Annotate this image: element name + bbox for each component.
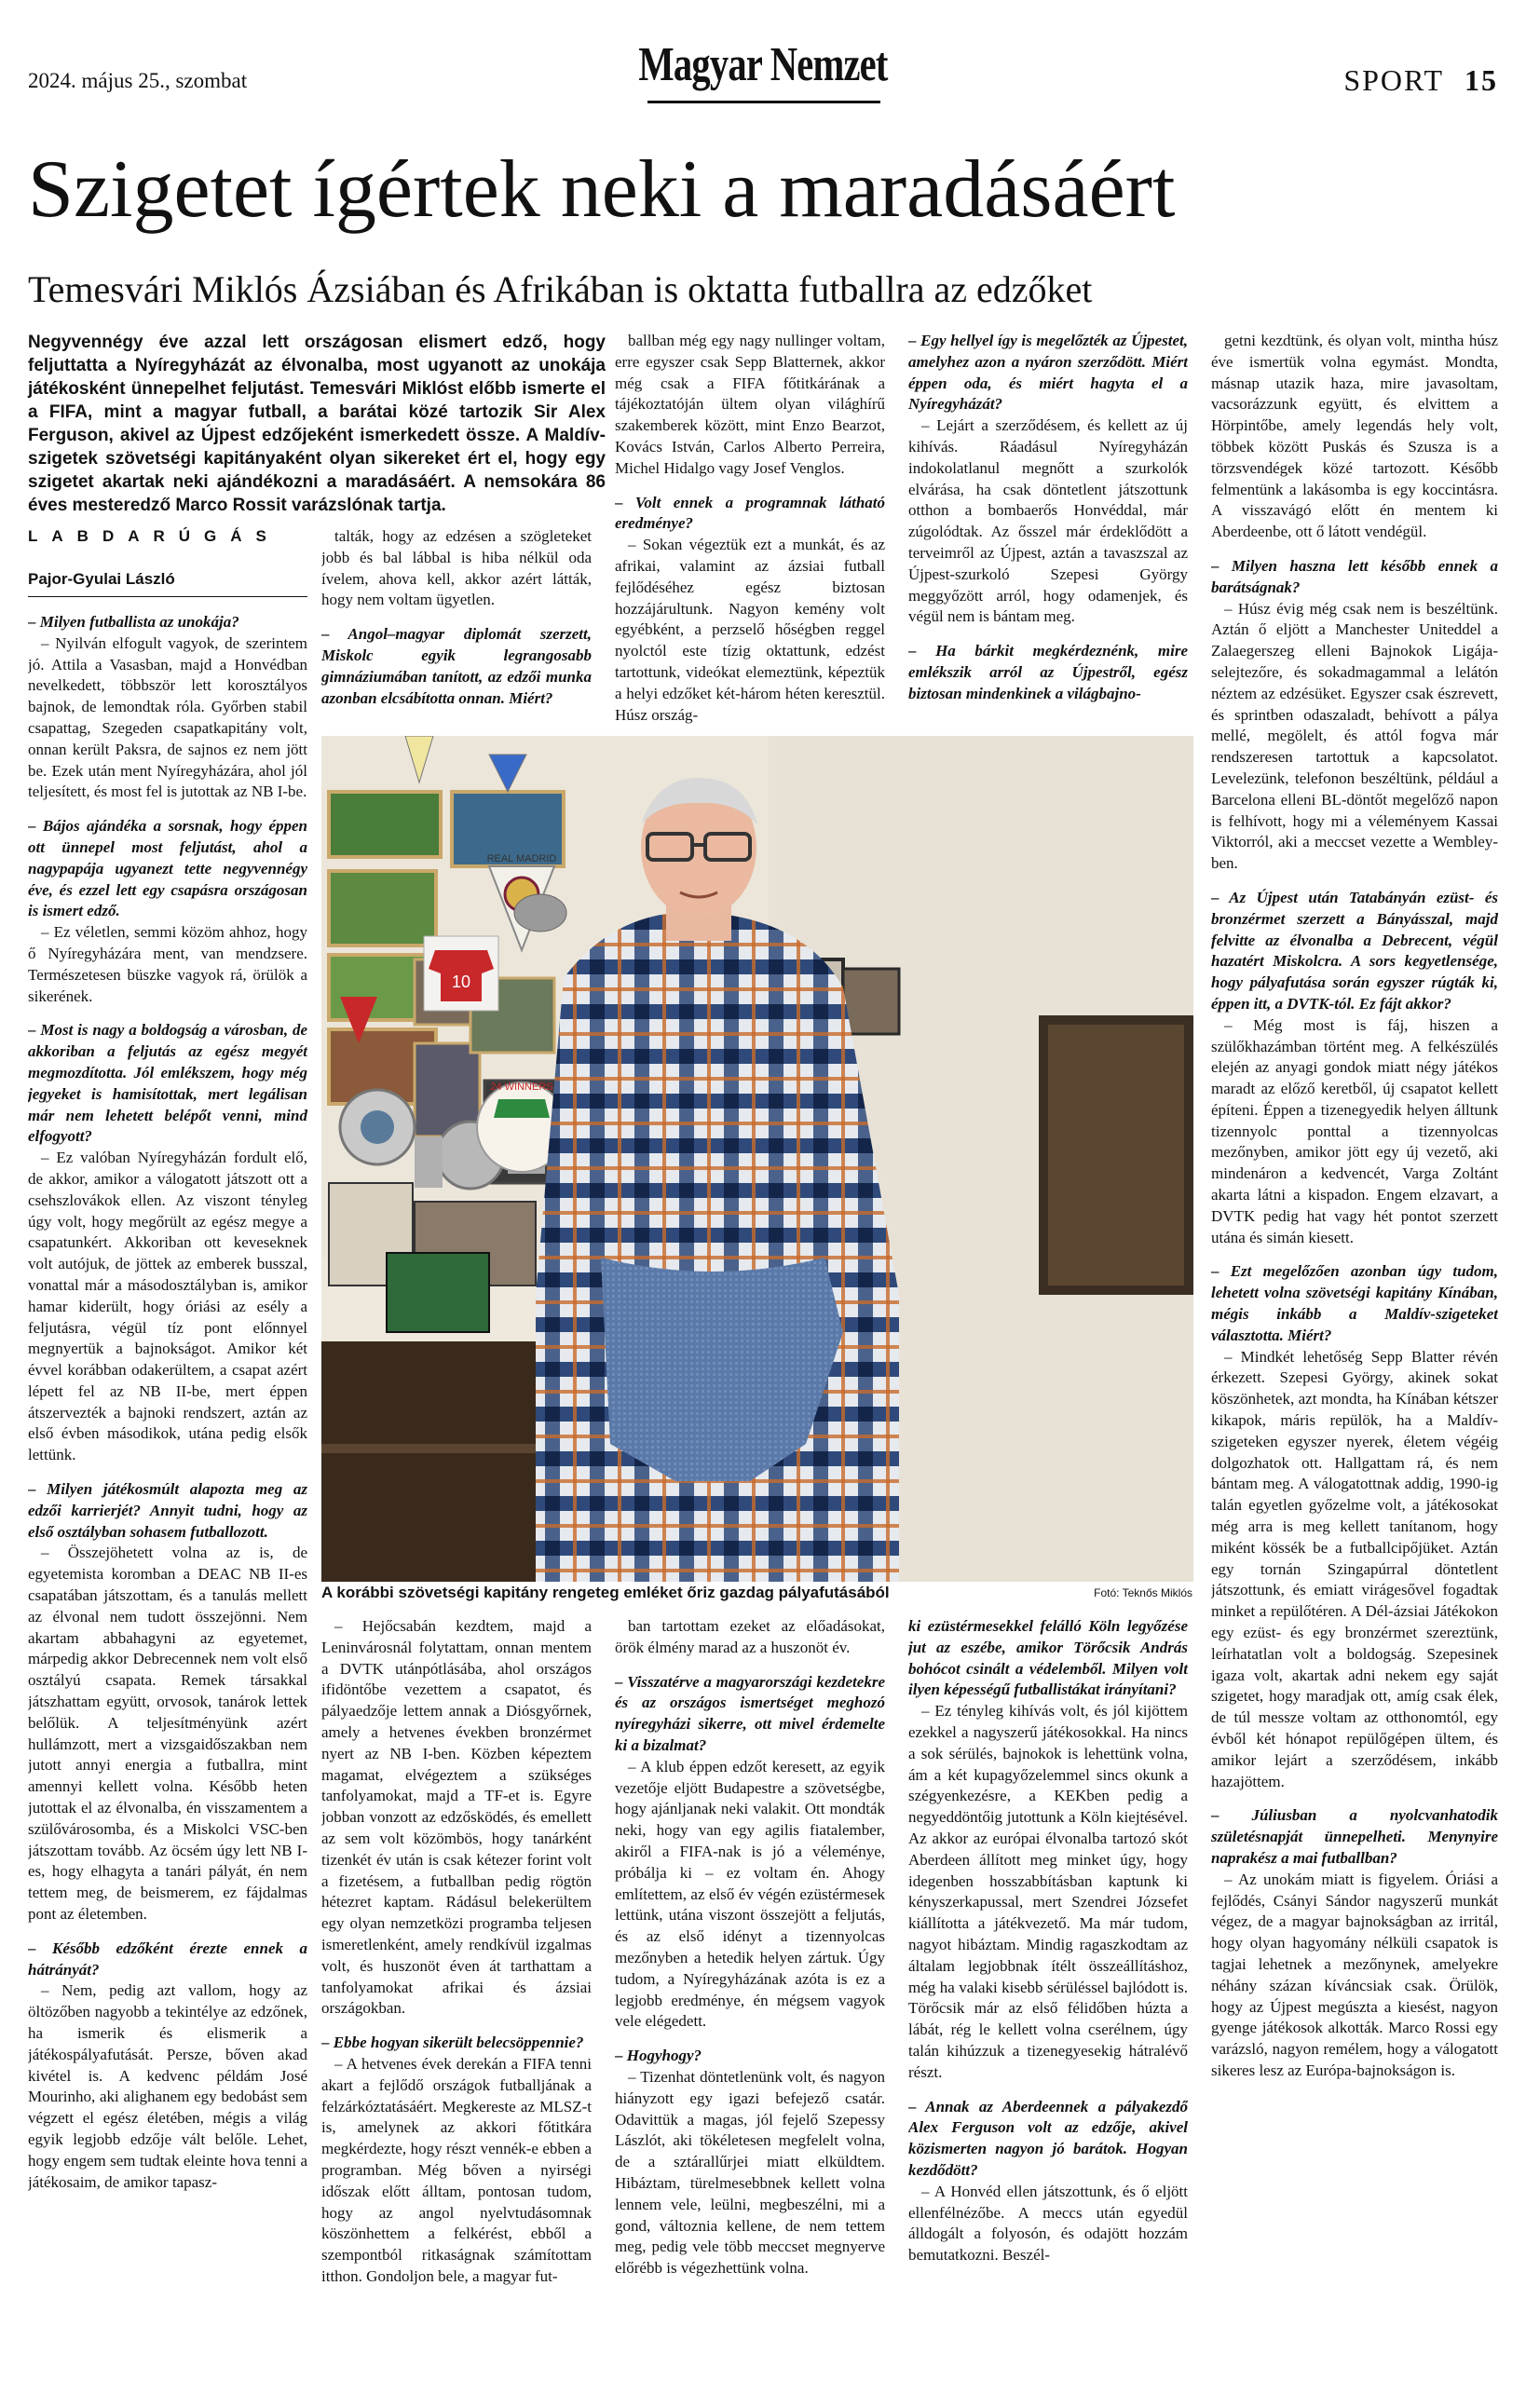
interview-answer: – Nem, pedig azt vallom, hogy az öltözőben nagyobb a tekintélye az edzőnek, ha ismerik és elismerik a játékospályafutását. Persze, bőven akad kivétel is. A kedvenc példám José Mourinho, aki alighanem egy bedobást sem végzett el egész életében, mégis a világ egyik legjobb edzője vált belőle. Lehet, hogy engem sem tudtak eleinte hova tenni a játékosaim, de amikor tapasz- — [28, 1981, 307, 2191]
interview-question: – Bájos ajándéka a sorsnak, hogy éppen ott ünnepel most feljutást, ahol a nagypapája ugyanezt tette negyvennégy éve, és ezzel lett egy csapásra országosan is ismert edző. — [28, 817, 307, 920]
masthead-logo: Magyar Nemzet — [638, 38, 888, 91]
jersey-number: 10 — [451, 973, 471, 991]
interview-question: – Egy hellyel így is megelőzték az Újpestet, amelyhez azon a nyáron szerződött. Miért éppen oda, és miért hagyta el a Nyíregyházát? — [908, 332, 1188, 414]
byline: Pajor-Gyulai László — [28, 570, 175, 588]
article-column-7 — [615, 1616, 885, 2399]
article-column-2 — [321, 526, 592, 726]
masthead-rule — [647, 101, 880, 103]
article-column-6 — [321, 1616, 592, 2399]
interview-answer: – A klub éppen edzőt keresett, az egyik vezetője eljött Budapestre a szövetségbe, hogy ajánljanak neki valakit. Ott mondták neki, hogy van egy agilis fiatalember, akiről a FIFA-nak is jó a véleménye, próbálja ki – ez voltam én. Ahogy említettem, az első év végén ezüstérmesek lettünk, utána viszont összejött a feljutás, és az első idényt a tizennyolcas mezőnyben a hetedik helyen zártuk. Úgy tudom, a Nyíregyházának azóta is ez a legjobb eredménye, én mégsem vagyok vele elégedett. — [615, 1757, 885, 2031]
article-column-5 — [1211, 331, 1498, 2399]
article-column-8 — [908, 1616, 1188, 2399]
byline-rule — [28, 596, 307, 597]
interview-answer: ban tartottam ezeket az előadásokat, örök élmény marad az a huszonöt év. — [615, 1617, 885, 1656]
interview-answer: – Hejőcsabán kezdtem, majd a Leninvárosnál folytattam, onnan mentem a DVTK utánpótlásába, ahol országos ifidöntőbe vezettem a csapatot, és pályaedzője lettem annak a Diósgyőrnek, amely a hetvenes években bronzérmet nyert az NB I-ben. Közben képeztem magamat, elvégeztem a szükséges tanfolyamokat, majd a TF-et is. Egyre jobban vonzott az edzősködés, és emellett az sem volt közömbös, hogy tanárként tizenkét év után is csak kétezer forint volt a fizetésem, a futballban pedig rögtön hétezret kaptam. Rádásul belekerültem egy olyan nemzetközi programba teljesen ismeretlenként, amely rendkívül izgalmas volt, és huszonöt éven át tarthattam a tanfolyamokat afrikai és ázsiai országokban. — [321, 1617, 592, 2018]
interview-question: – Ezt megelőzően azonban úgy tudom, lehetett volna szövetségi kapitány Kínában, mégis inkább a Maldív-szigeteket választotta. Miért? — [1211, 1262, 1498, 1344]
interview-answer: getni kezdtünk, és olyan volt, mintha húsz éve ismertük volna egymást. Mondta, másnap utazik haza, mire javasoltam, vacsorázzunk együtt, és elvittem a Hörpintőbe, amely legendás hely volt, többek között Puskás és Szusza is a törzsvendégek közé tartozott. Később felmentünk a lakásomba is egy koccintásra. A visszavágó előtt én mentem ki Aberdeenbe, ott ő látott vendégül. — [1211, 332, 1498, 541]
ball-label: 24 WINNERS — [490, 1082, 553, 1093]
interview-question: – Milyen játékosmúlt alapozta meg az edzői karrierjét? Annyit tudni, hogy az első osztályban sohasem futballozott. — [28, 1480, 307, 1541]
interview-answer: – Tizenhat döntetlenünk volt, és nagyon hiányzott egy igazi befejező csatár. Odavittük a magas, jól fejelő Szepessy Lászlót, aki tökéletesen megfelelt volna, de a sztárallűrjei miatt elküldtem. Hibáztam, türelmesebbnek kellett volna lennem vele, leülni, megbeszélni, mi a gond, változnia kellene, de nem tettem meg, pedig vele több meccset megnyerve előrébb is végezhettünk volna. — [615, 2067, 885, 2278]
article-column-1 — [28, 612, 307, 2399]
interview-answer: – Ez valóban Nyíregyházán fordult elő, de akkor, amikor a válogatott játszott ott a csehszlovákok ellen. Az viszont tényleg úgy volt, hogy megőrült az egész megye a csapatunkért. Akkoriban ott keveseknek volt autójuk, de jöttek az emberek busszal, vonattal már a másodosztályban is, amikor hamar kiderült, hogy óriási az esély a feljutásra, végül tíz pont előnnyel megnyertük a bajnokságot. Amikor két évvel korábban odakerültem, a csapat azért lépett fel az NB II-be, mert éppen átszervezték a bajnoki rendszert, aztán az első évben másodikok, utána pedig elsők lettünk. — [28, 1149, 307, 1464]
interview-answer: ballban még egy nagy nullinger voltam, erre egyszer csak Sepp Blatternek, akkor még csak a FIFA főtitkárának a tájékoztatóján ültem olyan világhírű szakemberek között, mint Enzo Bearzot, Kovács István, Carlos Alberto Perreira, Michel Hidalgo vagy Josef Venglos. — [615, 332, 885, 477]
interview-answer: – Nyilván elfogult vagyok, de szerintem jó. Attila a Vasasban, majd a Honvédban nevelkedett, többször lett korosztályos bajnok, de lemondtak róla. Győrben stabil csapattag, Szegeden csapatkapitány volt, onnan került Paksra, de sajnos ez nem jött be. Ezek után ment Nyíregyházára, ahol jól teljesített, és most fel is jutottak az NB I-be. — [28, 633, 307, 801]
lead-paragraph: Negyvennégy éve azzal lett országosan elismert edző, hogy feljuttatta a Nyíregyházát az élvonalba, most ugyanott az unokája játékosként ünnepelhet feljutást. Temesvári Miklóst előbb ismerte el a FIFA, mint a magyar futball, a barátai közé tartozik Sir Alex Ferguson, akivel az Újpest edzőjeként ismerkedett össze. A Maldív-szigetek szövetségi kapitányaként olyan sikereket ért el, hogy egy szigetet akartak neki ajándékozni a maradásáért. A nemsokára 86 éves mesteredző Marco Rossit varázslónak tartja. — [28, 333, 606, 515]
photo-credit: Fotó: Teknős Miklós — [1094, 1586, 1192, 1599]
page-number: 15 — [1465, 63, 1498, 97]
interview-answer: talták, hogy az edzésen a szögleteket jobb és bal lábbal is hiba nélkül oda ívelem, ahova kell, akkor azért látták, hogy nem voltam ügyetlen. — [321, 527, 592, 609]
interview-answer: – A hetvenes évek derekán a FIFA tenni akart a fejlődő országok futballjának a felzárkóztatásáért. Megkereste az MLSZ-t is, amelynek az akkori főtitkára megkérdezte, hogy részt vennék-e ebben a programban. Még bőven a nyirségi időszak előtt álltam, pontosan tudom, hogy az angol nyelvtudásomnak köszönhettem a felkérést, ebből a szempontból ritkaságnak számítottam itthon. Gondoljon bele, a magyar fut- — [321, 2054, 592, 2285]
interview-question: – Annak az Aberdeennek a pályakezdő Alex Ferguson volt az edzője, akivel közismerten nagyon jó barátok. Hogyan kezdődött? — [908, 2097, 1188, 2179]
interview-question: – Volt ennek a programnak látható eredménye? — [615, 493, 885, 533]
issue-date: 2024. május 25., szombat — [28, 69, 248, 92]
interview-question: – Júliusban a nyolcvanhatodik születésnapját ünnepelheti. Menynyire naprakész a mai futballban? — [1211, 1806, 1498, 1867]
interview-answer: – Még most is fáj, hiszen a szülőkhazámban történt meg. A felkészülés elején az anyagi gondok miatt négy játékos maradt az előző keretből, új csapatot kellett építeni. Éppen a tizenegyedik helyen álltunk tizennyolc ponttal a tizennyolcas mezőnyben, amikor jött egy új vezető, aki mindenáron a kedvencét, Varga Zoltánt akarta látni a kispadon. Engem elzavart, a DVTK pedig hat vagy hét pontot szerzett utána és simán kiesett. — [1211, 1015, 1498, 1246]
interview-question: – Ha bárkit megkérdeznénk, mire emlékszik arról az Újpestről, egész biztosan mindenkinek a világbajno- — [908, 642, 1188, 702]
article-column-3 — [615, 331, 885, 726]
article-photo — [321, 736, 1193, 1582]
portrait-photo-illustration — [321, 736, 1193, 1582]
interview-question: – Milyen haszna lett később ennek a barátságnak? — [1211, 556, 1498, 596]
rubric: LABDARÚGÁS — [28, 527, 280, 545]
interview-question: – Hogyhogy? — [615, 2047, 702, 2065]
interview-answer: – Az unokám miatt is figyelem. Óriási a fejlődés, Csányi Sándor nagyszerű munkát végez, de a magyar bajnokságban az irritál, hogy olyan hagyomány nélküli csapatok is tagjai lehetnek a mezőnynek, amelyekre néhány százan kíváncsiak csak. Örülök, hogy az Újpest megúszta a kiesést, nagyon gyenge játékosok alkották. Marco Rossi egy varázsló, nagyon remélem, hogy a válogatott sikeres lesz az Európa-bajnokságon is. — [1211, 1870, 1498, 2079]
interview-question: – Később edzőként érezte ennek a hátrányát? — [28, 1939, 307, 1979]
pennant-label: REAL MADRID — [486, 853, 557, 864]
interview-question: – Az Újpest után Tatabányán ezüst- és bronzérmet szerzett a Bányásszal, majd felvitte az élvonalba a Debrecent, végül hazatért Miskolcra. A sors kegyetlensége, hogy pályafutása során egyszer rúgták ki, éppen itt, a DVTK-tól. Ez fájt akkor? — [1211, 888, 1498, 1013]
interview-question: – Angol–magyar diplomát szerzett, Miskolc egyik legrangosabb gimnáziumában tanított, az edzői munka azonban elcsábította onnan. Miért? — [321, 625, 592, 707]
interview-answer: – Összejöhetett volna az is, de egyetemista koromban a DEAC NB II-es csapatában játszottam, és a tanulás mellett az élvonal nem tudott összejönni. Nem akartam abbahagyni az egyetemet, márpedig akkor Debrecennek nem volt első osztályú csapata. Remek társakkal játszhattam együtt, orvosok, tanárok lettek belőlük. A teljesítményünk azért hullámzott, mert a vizsgaidőszakban nem jutott annyi energia a futballra, mint amennyi kellett volna. Később heten jutottak el az élvonalba, én visszamentem a szülővárosomba, és a Miskolci VSC-ben játszottam tovább. Az öcsém úgy lett NB I-es, hogy elhagyta a tanári pályát, én nem tettem meg, de beismerem, ez fájdalmas pont az életemben. — [28, 1544, 307, 1924]
interview-question: – Ebbe hogyan sikerült belecsöppennie? — [321, 2034, 584, 2052]
interview-question: – Milyen futballista az unokája? — [28, 613, 239, 631]
interview-question: – Most is nagy a boldogság a városban, de akkoriban a feljutás az egész megyét megmozdította. Jól emlékszem, hogy még jegyeket is hamisítottak, mert legálisan már nem lehetett belépőt venni, mind elfogyott? — [28, 1021, 307, 1146]
framed-jersey — [424, 936, 498, 1011]
interview-answer: – Ez véletlen, semmi közöm ahhoz, hogy ő Nyíregyházára ment, van mendzsere. Természetesen büszke vagyok rá, örülök a sikerének. — [28, 923, 307, 1005]
photo-caption: A korábbi szövetségi kapitány rengeteg emléket őriz gazdag pályafutásából — [321, 1584, 890, 1601]
interview-question: ki ezüstérmesekkel felálló Köln legyőzése jut az eszébe, amikor Törőcsik András bohócot csinált a védelemből. Milyen volt ilyen képességű futballistákat irányítani? — [908, 1617, 1188, 1699]
interview-answer: – Mindkét lehetőség Sepp Blatter révén érkezett. Szepesi György, akinek sokat köszönhetek, azt mondta, ha Kínában kétszer kikapok, máris repülök, ha a Maldív-szigeteken egyszer nyerek, életem végéig dolgozhatok ott. Hallgattam rá, és nem bántam meg. A válogatottnak addig, 1990-ig talán egyetlen győzelme volt, a játékosokat még arra is meg kellett tanítanom, hogy miként kössék be a futballcipőjüket. Aztán egy tornán Szingapúrral döntetlent játszottunk, és emiatt virágesővel fogadtak minket a repülőtéren. A Dél-ázsiai Játékokon egy ezüst- és egy bronzérmet szereztünk, leírhatatlan volt a boldogság. Szepesinek igaza volt, akartak adni nekem egy saját szigetet, hogy maradjak ott, amíg csak élek, de túl messze voltam az otthonomtól, egy évből két hónapot repülőgépen ültem, és amikor lejárt a szerződésem, inkább hazajöttem. — [1211, 1347, 1498, 1790]
interview-answer: – Lejárt a szerződésem, és kellett az új kihívás. Ráadásul Nyíregyházán indokolatlanul megnőtt a szurkolók elvárása, ha csak döntetlent játszottunk otthon a bombaerős Honvéddal, már zúgolódtak. Az ősszel már érdeklődött a terveimről az Újpest, aztán a tavaszszal az Újpest-szurkoló Szepesi György meggyőzött arról, hogy odamenjek, és végül nem is bántam meg. — [908, 416, 1188, 626]
subhead: Temesvári Miklós Ázsiában és Afrikában is oktatta futballra az edzőket — [28, 268, 1093, 310]
interview-answer: – A Honvéd ellen játszottunk, és ő eljött ellenfélnézőbe. A meccs után egyedül álldogált a folyosón, és odajött hozzám bemutatkozni. Beszél- — [908, 2182, 1188, 2265]
section-name: SPORT — [1343, 63, 1444, 97]
article-column-4 — [908, 331, 1188, 726]
interview-question: – Visszatérve a magyarországi kezdetekre és az országos ismertséget meghozó nyíregyházi sikerre, ott mivel érdemelte ki a bizalmat? — [615, 1672, 885, 1754]
interview-answer: – Sokan végeztük ezt a munkát, és az afrikai, valamint az ázsiai futball fejlődéséhez egész biztosan hozzájárultunk. Nagyon kemény volt egyébként, a perzselő hőségben reggel nyolctól este tízig oktattunk, edzést tartottunk, videókat elemeztünk, képeztük a helyi edzőket két-három héten keresztül. Húsz ország- — [615, 536, 885, 724]
interview-answer: – Ez tényleg kihívás volt, és jól kijöttem ezekkel a nagyszerű játékosokkal. Ha nincs a sok sérülés, bajnokok is lehettünk volna, ám a két kupagyőzelemmel sincs okunk a szégyenkezésre, a KEKben pedig a negyeddöntőig jutottunk a Köln kiejtésével. Az akkor az európai élvonalba tartozó skót Aberdeen állított meg minket úgy, hogy idegenben hosszabbításban kaptunk ki kényszerkapussal, mert Szendrei Józsefet kiállította a játékvezető. Ma már tudom, nagyot hibáztam. Mindig ragaszkodtam az általam legjobbnak ítélt összeállításhoz, még ha valaki kisebb sérüléssel bajlódott is. Törőcsik már az első félidőben húzta a lábát, rég le kellett volna cserélnem, úgy talán kihúzzuk a tizenegyesekig hátralévő részt. — [908, 1702, 1188, 2081]
interview-answer: – Húsz évig még csak nem is beszéltünk. Aztán ő eljött a Manchester Uniteddel a Zalaegerszeg elleni Bajnokok Ligája-selejtezőre, és sokadmagammal a lelátón néztem az edzésüket. Egyszer csak észrevett, és sprintben odaszaladt, behívott a pálya mellé, megölelt, és attól fogva már rendszeresen tartottuk a kapcsolatot. Levelezünk, telefonon beszéltünk, például a Barcelona elleni BL-döntőt megelőző napon is felhívott, hogy mi a véleményem Kassai Viktorról, aki a meccset vezette a Wembley-ben. — [1211, 599, 1498, 873]
section-label — [1343, 63, 1498, 98]
headline: Szigetet ígértek neki a maradásáért — [28, 144, 1176, 235]
